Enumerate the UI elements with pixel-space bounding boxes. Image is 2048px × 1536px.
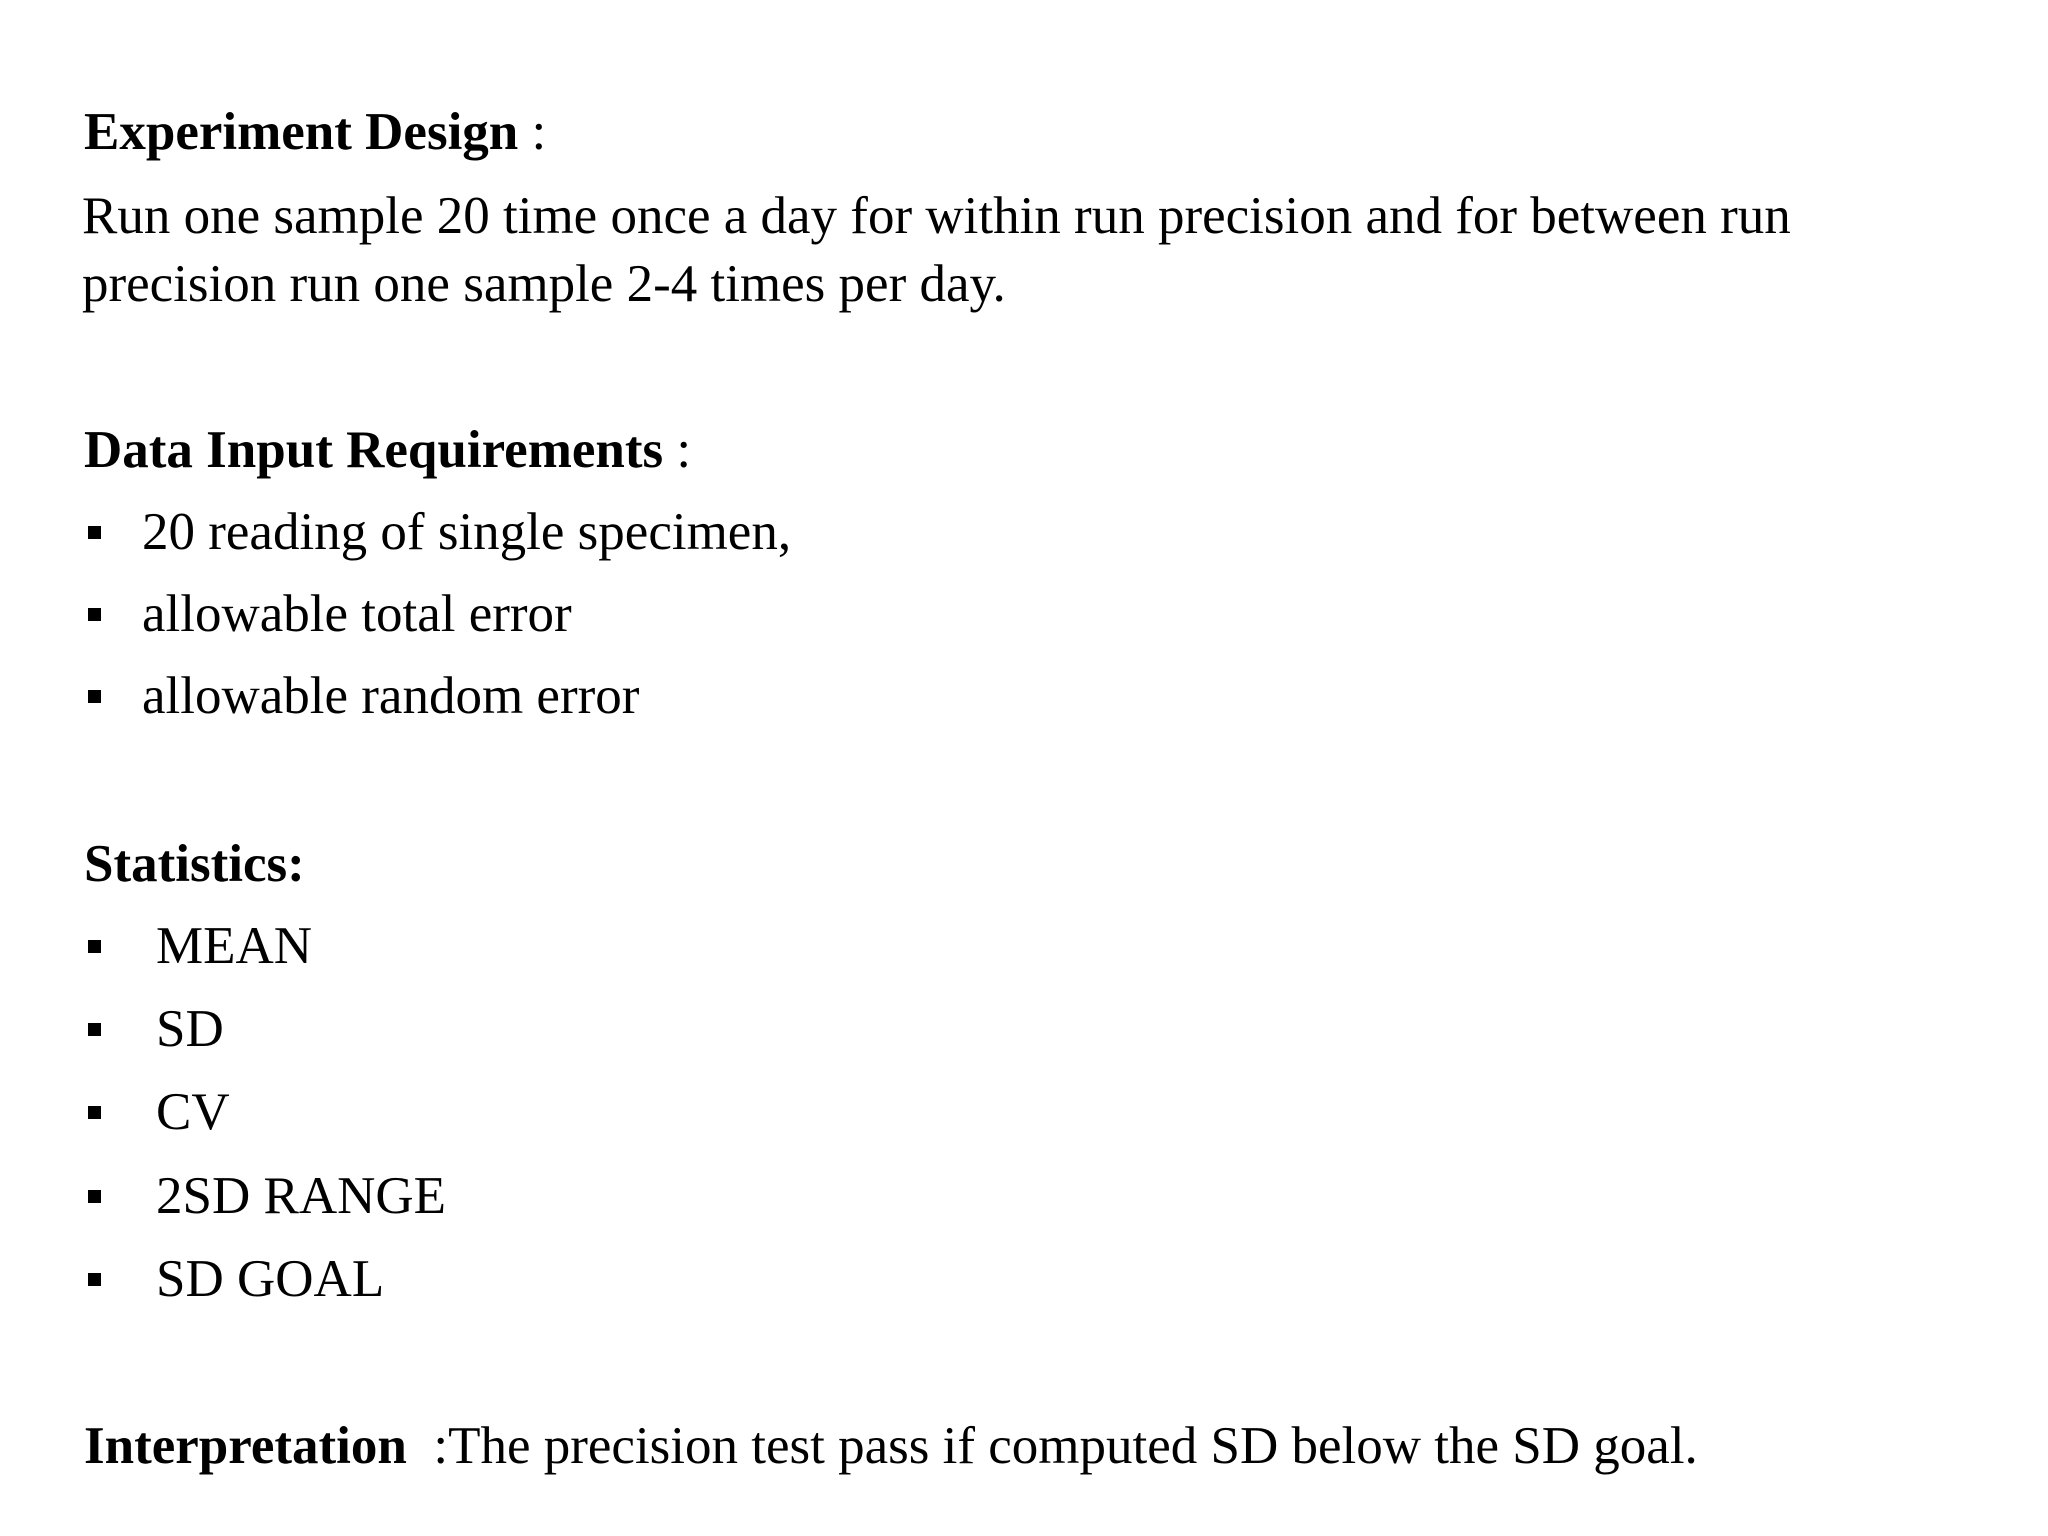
data-input-heading bbox=[84, 418, 691, 482]
statistics-item bbox=[88, 914, 312, 978]
statistics-item-text: MEAN bbox=[156, 917, 313, 975]
statistics-item bbox=[88, 1164, 446, 1228]
interpretation-title: Interpretation bbox=[84, 1417, 407, 1475]
statistics-item-text: 2SD RANGE bbox=[156, 1167, 447, 1225]
experiment-design-line-2: precision run one sample 2-4 times per day. bbox=[82, 255, 1006, 313]
interpretation-text: :The precision test pass if computed SD below the SD goal. bbox=[406, 1417, 1698, 1475]
square-bullet-icon bbox=[88, 1023, 101, 1036]
square-bullet-icon bbox=[88, 1273, 101, 1286]
data-input-item-text: 20 reading of single specimen, bbox=[142, 503, 792, 561]
statistics-item-text: SD bbox=[156, 1000, 224, 1058]
data-input-title: Data Input Requirements bbox=[84, 421, 664, 479]
square-bullet-icon bbox=[88, 1106, 101, 1119]
statistics-item-text: CV bbox=[156, 1083, 230, 1141]
experiment-design-line-1: Run one sample 20 time once a day for within run precision and for between run bbox=[82, 187, 1791, 245]
data-input-colon: : bbox=[663, 421, 692, 479]
square-bullet-icon bbox=[88, 940, 101, 953]
data-input-item bbox=[88, 664, 639, 728]
statistics-item-text: SD GOAL bbox=[156, 1250, 385, 1308]
experiment-design-colon: : bbox=[518, 103, 547, 161]
experiment-design-heading bbox=[84, 100, 546, 164]
statistics-item bbox=[88, 1247, 384, 1311]
statistics-item bbox=[88, 997, 224, 1061]
data-input-item bbox=[88, 582, 572, 646]
square-bullet-icon bbox=[88, 608, 101, 621]
square-bullet-icon bbox=[88, 1190, 101, 1203]
experiment-design-title: Experiment Design bbox=[84, 103, 519, 161]
square-bullet-icon bbox=[88, 526, 101, 539]
data-input-item-text: allowable total error bbox=[142, 585, 572, 643]
statistics-item bbox=[88, 1080, 230, 1144]
statistics-heading bbox=[84, 832, 305, 896]
interpretation-line bbox=[84, 1414, 1698, 1478]
data-input-item-text: allowable random error bbox=[142, 667, 640, 725]
square-bullet-icon bbox=[88, 690, 101, 703]
data-input-item bbox=[88, 500, 791, 564]
statistics-title: Statistics: bbox=[84, 835, 305, 893]
